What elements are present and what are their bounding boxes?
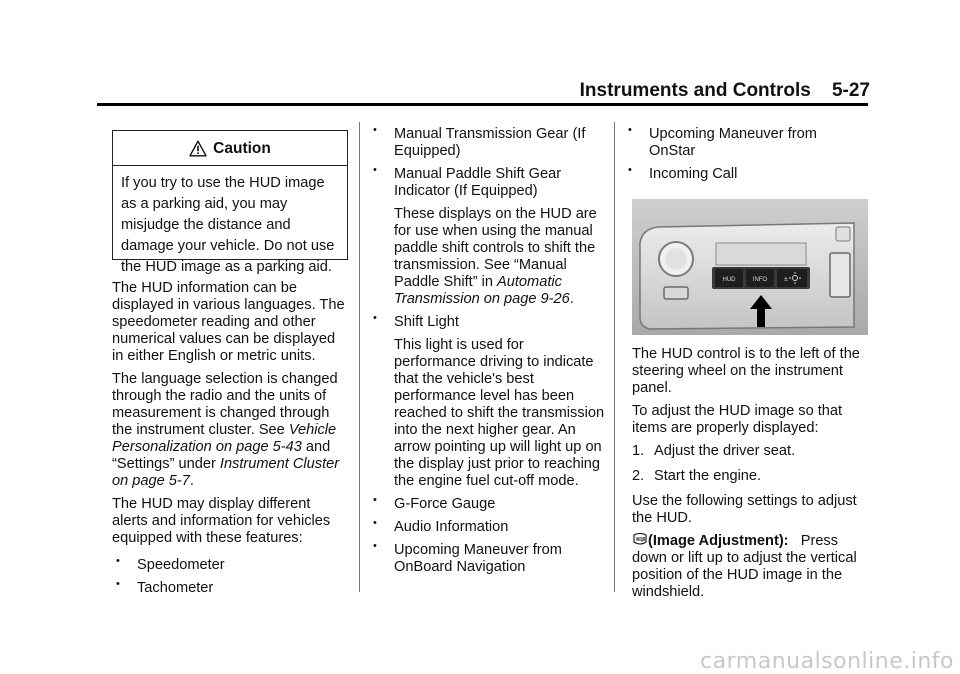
section-title: Instruments and Controls xyxy=(579,80,811,101)
features-paragraph: The HUD may display different alerts and information for vehicles equipped with these features: xyxy=(112,496,331,546)
caution-text xyxy=(113,166,347,278)
column-1 xyxy=(112,280,357,603)
hud-control-photo xyxy=(632,199,868,335)
header-rule xyxy=(97,103,868,106)
hud-control-illustration xyxy=(632,199,868,335)
photo-info-button-label: INFO xyxy=(752,277,768,283)
list-item-detail: These displays on the HUD are for use when using the manual paddle shift controls to shift the transmission. See “Manual Paddle Shift” in Automatic Transmission on page 9-26. xyxy=(394,206,597,307)
cross-reference: Personalization on page 5-43 xyxy=(112,439,302,455)
column-divider-2 xyxy=(614,122,615,592)
hud-icon xyxy=(632,533,648,547)
cross-reference: Vehicle xyxy=(288,422,337,438)
list-item-detail: This light is used for performance driving to indicate that the vehicle's best performance level has been reached to shift the transmission into the next higher gear. An arrow pointing up will light up on the display just prior to reaching the engine fuel cut-off mode. xyxy=(394,337,605,489)
column-3-top xyxy=(624,126,874,189)
cross-reference: Instrument Cluster xyxy=(219,456,340,472)
photo-hud-button-label: HUD xyxy=(722,277,736,283)
caution-box xyxy=(112,130,348,275)
cross-reference: Automatic xyxy=(497,274,562,290)
list-item: • Upcoming Maneuver from OnStar xyxy=(624,126,874,160)
list-item: • Speedometer xyxy=(112,557,357,574)
caution-line: damage your vehicle. Do not use xyxy=(121,238,335,254)
image-adjustment-paragraph: (Image Adjustment): Press down or lift up to adjust the vertical position of the HUD image in the windshield. xyxy=(632,533,857,600)
language-paragraph: The HUD information can be displayed in various languages. The speedometer reading and other numerical values can be displayed in either English or metric units. xyxy=(112,280,345,364)
page-header xyxy=(580,80,870,102)
brightness-symbol: ± xyxy=(784,276,788,283)
column-divider-1 xyxy=(359,122,360,592)
list-item: • G-Force Gauge xyxy=(369,496,614,513)
caution-line: misjudge the distance and xyxy=(121,217,291,233)
list-item: • Manual Transmission Gear (If Equipped) xyxy=(369,126,614,160)
list-item: • Audio Information xyxy=(369,519,614,536)
hud-location-paragraph: The HUD control is to the left of the steering wheel on the instrument panel. xyxy=(632,346,860,396)
caution-header xyxy=(113,131,347,166)
adjust-intro-paragraph: To adjust the HUD image so that items are properly displayed: xyxy=(632,403,843,436)
caution-line: If you try to use the HUD image xyxy=(121,175,325,191)
watermark: carmanualsonline.info xyxy=(700,649,954,674)
cross-reference: Transmission on page 9-26 xyxy=(394,291,570,307)
list-item: • Incoming Call xyxy=(624,166,874,183)
image-adjustment-label: (Image Adjustment): xyxy=(648,533,789,549)
step-item: 2. Start the engine. xyxy=(632,468,762,484)
column-2 xyxy=(369,126,614,582)
column-3-bottom xyxy=(632,346,877,607)
caution-line: the HUD image as a parking aid. xyxy=(121,259,332,275)
settings-paragraph: Use the following settings to adjust the HUD. xyxy=(632,493,857,526)
list-item: • Tachometer xyxy=(112,580,357,597)
language-selection-paragraph: The language selection is changed through the radio and the units of measurement is changed through the instrument cluster. See Vehicle Personalization on page 5-43 and “Settings” under Instrument Cluster on page 5-7. xyxy=(112,371,340,489)
list-item: • Shift Light xyxy=(369,314,614,331)
step-item: 1. Adjust the driver seat. xyxy=(632,443,796,459)
page-number: 5-27 xyxy=(831,80,870,101)
caution-line: as a parking aid, you may xyxy=(121,196,288,212)
list-item: • Upcoming Maneuver from OnBoard Navigation xyxy=(369,542,614,576)
caution-icon xyxy=(189,140,207,157)
cross-reference: on page 5-7 xyxy=(112,473,190,489)
caution-title: Caution xyxy=(213,139,271,157)
list-item: • Manual Paddle Shift Gear Indicator (If Equipped) xyxy=(369,166,614,200)
